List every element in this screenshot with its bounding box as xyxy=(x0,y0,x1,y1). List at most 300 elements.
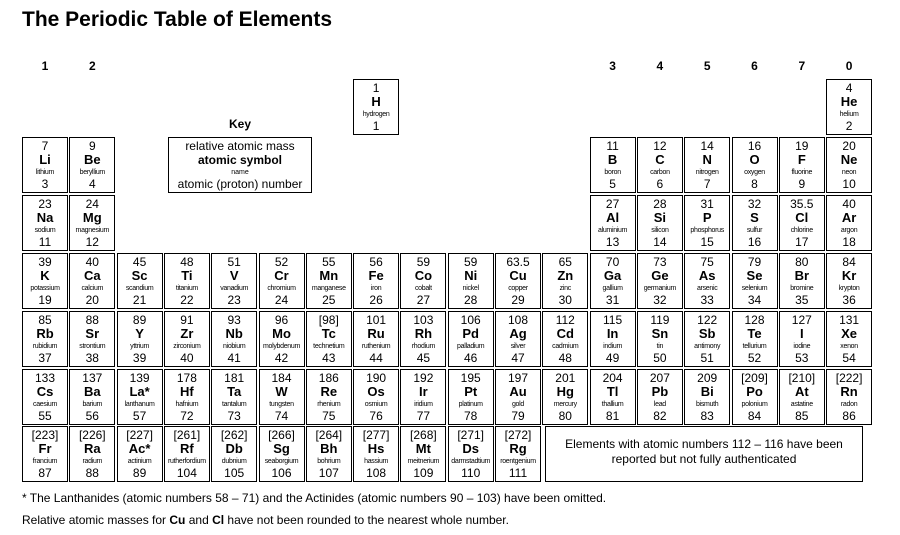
element-cell xyxy=(353,426,399,482)
element-name: krypton xyxy=(838,285,860,292)
element-number: 73 xyxy=(227,409,241,423)
element-number: 76 xyxy=(369,409,383,423)
element-mass: [262] xyxy=(220,428,248,442)
element-symbol: Rg xyxy=(509,441,527,456)
element-symbol: Bi xyxy=(700,384,714,399)
element-cell xyxy=(164,253,210,309)
element-number: 82 xyxy=(653,409,667,423)
element-name: scandium xyxy=(125,285,154,292)
element-mass: [277] xyxy=(362,428,390,442)
element-name: cadmium xyxy=(552,343,579,350)
element-symbol: Ir xyxy=(419,384,428,399)
element-cell xyxy=(306,426,352,482)
element-number: 19 xyxy=(38,293,52,307)
element-symbol: Mo xyxy=(272,326,291,341)
element-name: rubidium xyxy=(32,343,58,350)
element-symbol: Ni xyxy=(464,268,478,283)
element-mass: 40 xyxy=(842,197,856,211)
element-mass: 79 xyxy=(747,255,762,269)
element-cell xyxy=(400,253,446,309)
group-number: 3 xyxy=(609,59,616,73)
element-name: zinc xyxy=(559,285,571,292)
element-number: 18 xyxy=(842,235,856,249)
element-mass: [261] xyxy=(173,428,201,442)
element-mass: 65 xyxy=(558,255,572,269)
group-number: 7 xyxy=(798,59,806,73)
element-name: tellurium xyxy=(742,343,767,350)
element-symbol: Te xyxy=(747,326,762,341)
element-cell xyxy=(211,253,257,309)
element-name: zirconium xyxy=(173,343,201,350)
element-symbol: Se xyxy=(746,268,763,283)
element-number: 17 xyxy=(795,235,809,249)
element-name: chromium xyxy=(267,285,296,292)
element-mass: 201 xyxy=(555,371,576,385)
key-symbol-label: atomic symbol xyxy=(197,153,283,167)
element-number: 81 xyxy=(605,409,620,423)
element-cell xyxy=(779,253,825,309)
element-cell xyxy=(732,195,778,251)
element-symbol: Br xyxy=(794,268,810,283)
element-number: 23 xyxy=(227,293,241,307)
element-symbol: Ge xyxy=(651,268,669,283)
element-number: 52 xyxy=(747,351,762,365)
element-mass: 131 xyxy=(839,313,860,327)
element-symbol: O xyxy=(749,152,760,167)
element-symbol: Sb xyxy=(698,326,716,341)
element-number: 45 xyxy=(416,351,431,365)
element-number: 51 xyxy=(700,351,714,365)
element-cell xyxy=(684,253,730,309)
element-name: francium xyxy=(32,458,58,465)
element-name: ruthenium xyxy=(361,343,391,350)
element-symbol: Rh xyxy=(414,326,433,341)
element-cell xyxy=(306,311,352,367)
element-symbol: Ag xyxy=(509,326,527,341)
element-cell xyxy=(400,369,446,425)
element-mass: 127 xyxy=(791,313,812,327)
element-symbol: Cl xyxy=(795,210,809,225)
element-cell xyxy=(826,195,872,251)
element-cell xyxy=(448,369,494,425)
element-number: 12 xyxy=(85,235,99,249)
element-number: 57 xyxy=(132,409,147,423)
element-cell xyxy=(779,195,825,251)
element-symbol: Rn xyxy=(840,384,858,399)
element-name: hafnium xyxy=(175,401,199,408)
element-name: thallium xyxy=(601,401,624,408)
element-cell xyxy=(211,369,257,425)
element-mass: 31 xyxy=(700,197,714,211)
element-mass: 40 xyxy=(85,255,99,269)
element-symbol: P xyxy=(702,210,712,225)
element-cell xyxy=(22,253,68,309)
element-mass: 12 xyxy=(653,139,667,153)
element-mass: 207 xyxy=(649,371,670,385)
element-name: chlorine xyxy=(790,227,813,234)
element-number: 54 xyxy=(842,351,856,365)
element-name: helium xyxy=(839,111,859,118)
element-number: 75 xyxy=(322,409,336,423)
element-number: 38 xyxy=(85,351,99,365)
element-mass: 24 xyxy=(85,197,99,211)
element-name: roentgenium xyxy=(500,458,536,465)
element-mass: [209] xyxy=(741,371,768,385)
element-name: nitrogen xyxy=(695,169,719,176)
element-cell xyxy=(164,311,210,367)
element-name: polonium xyxy=(741,401,768,408)
key-number-label: atomic (proton) number xyxy=(177,177,303,191)
key-mass-label: relative atomic mass xyxy=(185,139,295,153)
element-cell xyxy=(22,311,68,367)
element-symbol: Re xyxy=(320,384,338,399)
element-name: iodine xyxy=(793,343,811,350)
element-cell xyxy=(69,137,115,193)
element-mass: 186 xyxy=(318,371,339,385)
element-cell xyxy=(684,137,730,193)
element-number: 86 xyxy=(842,409,856,423)
element-name: molybdenum xyxy=(262,343,301,350)
element-mass: 101 xyxy=(366,313,387,327)
element-cell xyxy=(732,253,778,309)
element-cell xyxy=(69,426,115,482)
element-cell xyxy=(684,311,730,367)
element-name: strontium xyxy=(79,343,106,350)
element-name: oxygen xyxy=(744,169,765,176)
element-name: indium xyxy=(603,343,622,350)
element-number: 22 xyxy=(180,293,194,307)
element-symbol: Hf xyxy=(180,384,194,399)
element-symbol: Y xyxy=(135,326,144,341)
element-number: 20 xyxy=(85,293,99,307)
element-symbol: S xyxy=(750,210,759,225)
element-mass: 28 xyxy=(653,197,667,211)
element-symbol: Hs xyxy=(367,441,385,456)
element-symbol: C xyxy=(655,152,665,167)
element-symbol: I xyxy=(799,326,804,341)
element-cell xyxy=(590,253,636,309)
element-mass: 128 xyxy=(744,313,765,327)
element-symbol: Xe xyxy=(841,326,858,341)
element-name: barium xyxy=(82,401,103,408)
element-cell xyxy=(353,311,399,367)
element-symbol: Os xyxy=(367,384,385,399)
element-number: 49 xyxy=(605,351,620,365)
element-mass: 11 xyxy=(606,139,619,153)
element-number: 37 xyxy=(38,351,52,365)
element-cell xyxy=(542,311,588,367)
element-name: rhodium xyxy=(411,343,435,350)
element-cell xyxy=(117,311,163,367)
element-symbol: La* xyxy=(129,384,150,399)
element-number: 44 xyxy=(369,351,383,365)
reported-elements-note: Elements with atomic numbers 112 – 116 have been reported but not fully authenticated xyxy=(545,426,863,482)
element-number: 32 xyxy=(653,293,667,307)
element-symbol: Tl xyxy=(606,384,619,399)
element-cell xyxy=(69,253,115,309)
element-name: germanium xyxy=(643,285,677,292)
footnote-rounding xyxy=(22,513,509,527)
element-number: 9 xyxy=(798,177,806,191)
element-name: iridium xyxy=(414,401,433,408)
element-number: 31 xyxy=(605,293,620,307)
element-mass: 52 xyxy=(274,255,289,269)
element-mass: 45 xyxy=(132,255,147,269)
element-symbol: As xyxy=(698,268,716,283)
element-name: bohrium xyxy=(317,458,341,465)
element-name: silver xyxy=(510,343,526,350)
element-number: 5 xyxy=(609,177,616,191)
element-name: actinium xyxy=(127,458,152,465)
element-symbol: Cs xyxy=(36,384,54,399)
element-symbol: Cu xyxy=(509,268,527,283)
element-name: rhenium xyxy=(317,401,341,408)
element-mass: 19 xyxy=(795,139,809,153)
element-number: 42 xyxy=(274,351,289,365)
element-mass: 51 xyxy=(227,255,241,269)
element-name: bromine xyxy=(790,285,814,292)
footnote-rounding-text: Relative atomic masses for Cu and Cl have not been rounded to the nearest whole number. xyxy=(22,513,509,527)
element-cell xyxy=(590,311,636,367)
element-symbol: Zn xyxy=(557,268,574,283)
element-name: bismuth xyxy=(695,401,719,408)
key-label: Key xyxy=(228,117,251,131)
element-mass: [268] xyxy=(410,428,437,442)
element-number: 46 xyxy=(464,351,478,365)
element-symbol: Rb xyxy=(36,326,54,341)
element-number: 28 xyxy=(464,293,478,307)
element-cell xyxy=(259,369,305,425)
element-cell xyxy=(164,369,210,425)
element-mass: 7 xyxy=(41,139,49,153)
element-name: manganese xyxy=(311,285,346,292)
element-number: 16 xyxy=(747,235,762,249)
element-name: selenium xyxy=(741,285,768,292)
element-number: 30 xyxy=(558,293,572,307)
element-mass: 112 xyxy=(555,313,575,327)
element-name: fluorine xyxy=(791,169,813,176)
element-number: 14 xyxy=(653,235,667,249)
element-symbol: Co xyxy=(414,268,433,283)
element-mass: 108 xyxy=(507,313,529,327)
element-cell xyxy=(826,79,872,135)
element-cell xyxy=(448,253,494,309)
element-cell xyxy=(732,311,778,367)
element-mass: 73 xyxy=(653,255,667,269)
element-symbol: Bh xyxy=(320,441,338,456)
element-number: 111 xyxy=(508,466,528,480)
element-mass: [210] xyxy=(788,371,816,385)
element-symbol: Be xyxy=(83,152,101,167)
element-number: 29 xyxy=(511,293,525,307)
element-number: 10 xyxy=(842,177,856,191)
element-cell xyxy=(590,137,636,193)
element-symbol: Po xyxy=(746,384,763,399)
element-mass: 103 xyxy=(413,313,434,327)
element-cell xyxy=(495,426,541,482)
element-symbol: Pd xyxy=(462,326,479,341)
element-cell xyxy=(826,311,872,367)
element-name: boron xyxy=(604,169,621,176)
element-symbol: N xyxy=(702,152,712,167)
element-name: dubnium xyxy=(221,458,247,465)
element-mass: 23 xyxy=(38,197,52,211)
element-number: 40 xyxy=(180,351,194,365)
element-number: 104 xyxy=(176,466,197,480)
element-cell xyxy=(400,426,446,482)
element-number: 48 xyxy=(558,351,572,365)
element-name: radium xyxy=(82,458,103,465)
element-name: hassium xyxy=(364,458,389,465)
element-cell xyxy=(117,426,163,482)
element-symbol: Ba xyxy=(83,384,101,399)
element-name: carbon xyxy=(650,169,670,176)
element-name: osmium xyxy=(364,401,388,408)
element-name: copper xyxy=(508,285,528,292)
element-mass: 137 xyxy=(82,371,103,385)
element-mass: [98] xyxy=(318,313,339,327)
element-cell xyxy=(637,195,683,251)
element-name: arsenic xyxy=(696,285,718,292)
element-mass: 32 xyxy=(747,197,762,211)
element-cell xyxy=(542,253,588,309)
element-symbol: Zr xyxy=(180,326,194,341)
group-number: 5 xyxy=(703,59,711,73)
element-symbol: Si xyxy=(653,210,667,225)
element-cell xyxy=(732,369,778,425)
element-name: rutherfordium xyxy=(168,458,206,465)
element-mass: 35.5 xyxy=(790,197,814,211)
element-name: silicon xyxy=(651,227,669,234)
element-name: platinum xyxy=(458,401,483,408)
element-mass: 190 xyxy=(366,371,387,385)
element-mass: 9 xyxy=(88,139,96,153)
group-number: 0 xyxy=(845,59,853,73)
element-number: 109 xyxy=(413,466,434,480)
element-mass: 27 xyxy=(605,197,620,211)
element-cell xyxy=(353,253,399,309)
element-mass: 85 xyxy=(38,313,52,327)
element-name: lithium xyxy=(35,169,55,176)
element-cell xyxy=(117,253,163,309)
element-symbol: Ru xyxy=(367,326,385,341)
element-mass: 96 xyxy=(274,313,289,327)
element-name: tungsten xyxy=(269,401,294,408)
element-cell xyxy=(684,369,730,425)
element-number: 110 xyxy=(461,466,481,480)
element-name: sulfur xyxy=(746,227,763,234)
element-name: niobium xyxy=(222,343,246,350)
page-title: The Periodic Table of Elements xyxy=(22,8,333,31)
element-symbol: Mn xyxy=(319,268,339,283)
element-number: 11 xyxy=(38,235,52,249)
element-mass: [271] xyxy=(457,428,485,442)
element-number: 74 xyxy=(274,409,289,423)
element-name: gallium xyxy=(602,285,623,292)
element-symbol: Au xyxy=(509,384,527,399)
element-name: nickel xyxy=(462,285,479,292)
element-symbol: Rf xyxy=(180,441,194,456)
element-mass: 181 xyxy=(224,371,245,385)
element-cell xyxy=(448,426,494,482)
element-cell xyxy=(69,369,115,425)
element-symbol: B xyxy=(607,152,618,167)
element-symbol: Ca xyxy=(83,268,101,283)
element-symbol: At xyxy=(794,384,809,399)
element-cell xyxy=(495,369,541,425)
element-mass: 63.5 xyxy=(506,255,530,269)
element-cell xyxy=(826,137,872,193)
element-cell xyxy=(448,311,494,367)
element-mass: [266] xyxy=(268,428,295,442)
element-mass: 16 xyxy=(747,139,762,153)
element-mass: [223] xyxy=(31,428,59,442)
element-name: hydrogen xyxy=(362,111,390,118)
element-number: 2 xyxy=(845,119,853,133)
element-symbol: F xyxy=(797,152,806,167)
element-name: potassium xyxy=(30,285,60,292)
element-symbol: Sr xyxy=(85,326,100,341)
element-name: argon xyxy=(840,227,858,234)
element-cell xyxy=(590,369,636,425)
element-mass: 88 xyxy=(85,313,99,327)
element-mass: [226] xyxy=(78,428,106,442)
element-cell xyxy=(306,369,352,425)
element-cell xyxy=(69,195,115,251)
element-symbol: Ac* xyxy=(128,441,151,456)
element-symbol: Cr xyxy=(274,268,289,283)
element-mass: 39 xyxy=(38,255,52,269)
element-name: gold xyxy=(511,401,525,408)
element-cell xyxy=(779,369,825,425)
element-number: 26 xyxy=(369,293,383,307)
element-number: 34 xyxy=(747,293,762,307)
element-symbol: Pb xyxy=(651,384,669,399)
element-mass: 197 xyxy=(507,371,529,385)
element-mass: 93 xyxy=(227,313,241,327)
element-cell xyxy=(22,426,68,482)
element-symbol: Ti xyxy=(181,268,193,283)
element-symbol: Li xyxy=(39,152,51,167)
element-cell xyxy=(732,137,778,193)
element-cell xyxy=(353,79,399,135)
element-mass: 133 xyxy=(34,371,56,385)
element-symbol: Cd xyxy=(556,326,574,341)
element-number: 27 xyxy=(416,293,431,307)
element-number: 108 xyxy=(366,466,387,480)
element-cell xyxy=(259,311,305,367)
element-mass: 59 xyxy=(416,255,431,269)
group-number: 2 xyxy=(88,59,96,73)
element-name: cobalt xyxy=(414,285,432,292)
element-number: 35 xyxy=(795,293,809,307)
element-symbol: Sg xyxy=(273,441,290,456)
element-cell xyxy=(826,253,872,309)
element-symbol: Tc xyxy=(321,326,336,341)
element-mass: 1 xyxy=(372,81,380,95)
element-symbol: He xyxy=(840,94,858,109)
element-mass: [222] xyxy=(835,371,863,385)
element-mass: 195 xyxy=(460,371,481,385)
element-symbol: Ne xyxy=(840,152,858,167)
element-mass: 184 xyxy=(271,371,292,385)
element-name: caesium xyxy=(33,401,57,408)
element-number: 55 xyxy=(38,409,52,423)
element-name: palladium xyxy=(457,343,485,350)
element-cell xyxy=(590,195,636,251)
element-number: 47 xyxy=(511,351,525,365)
element-number: 87 xyxy=(38,466,52,480)
